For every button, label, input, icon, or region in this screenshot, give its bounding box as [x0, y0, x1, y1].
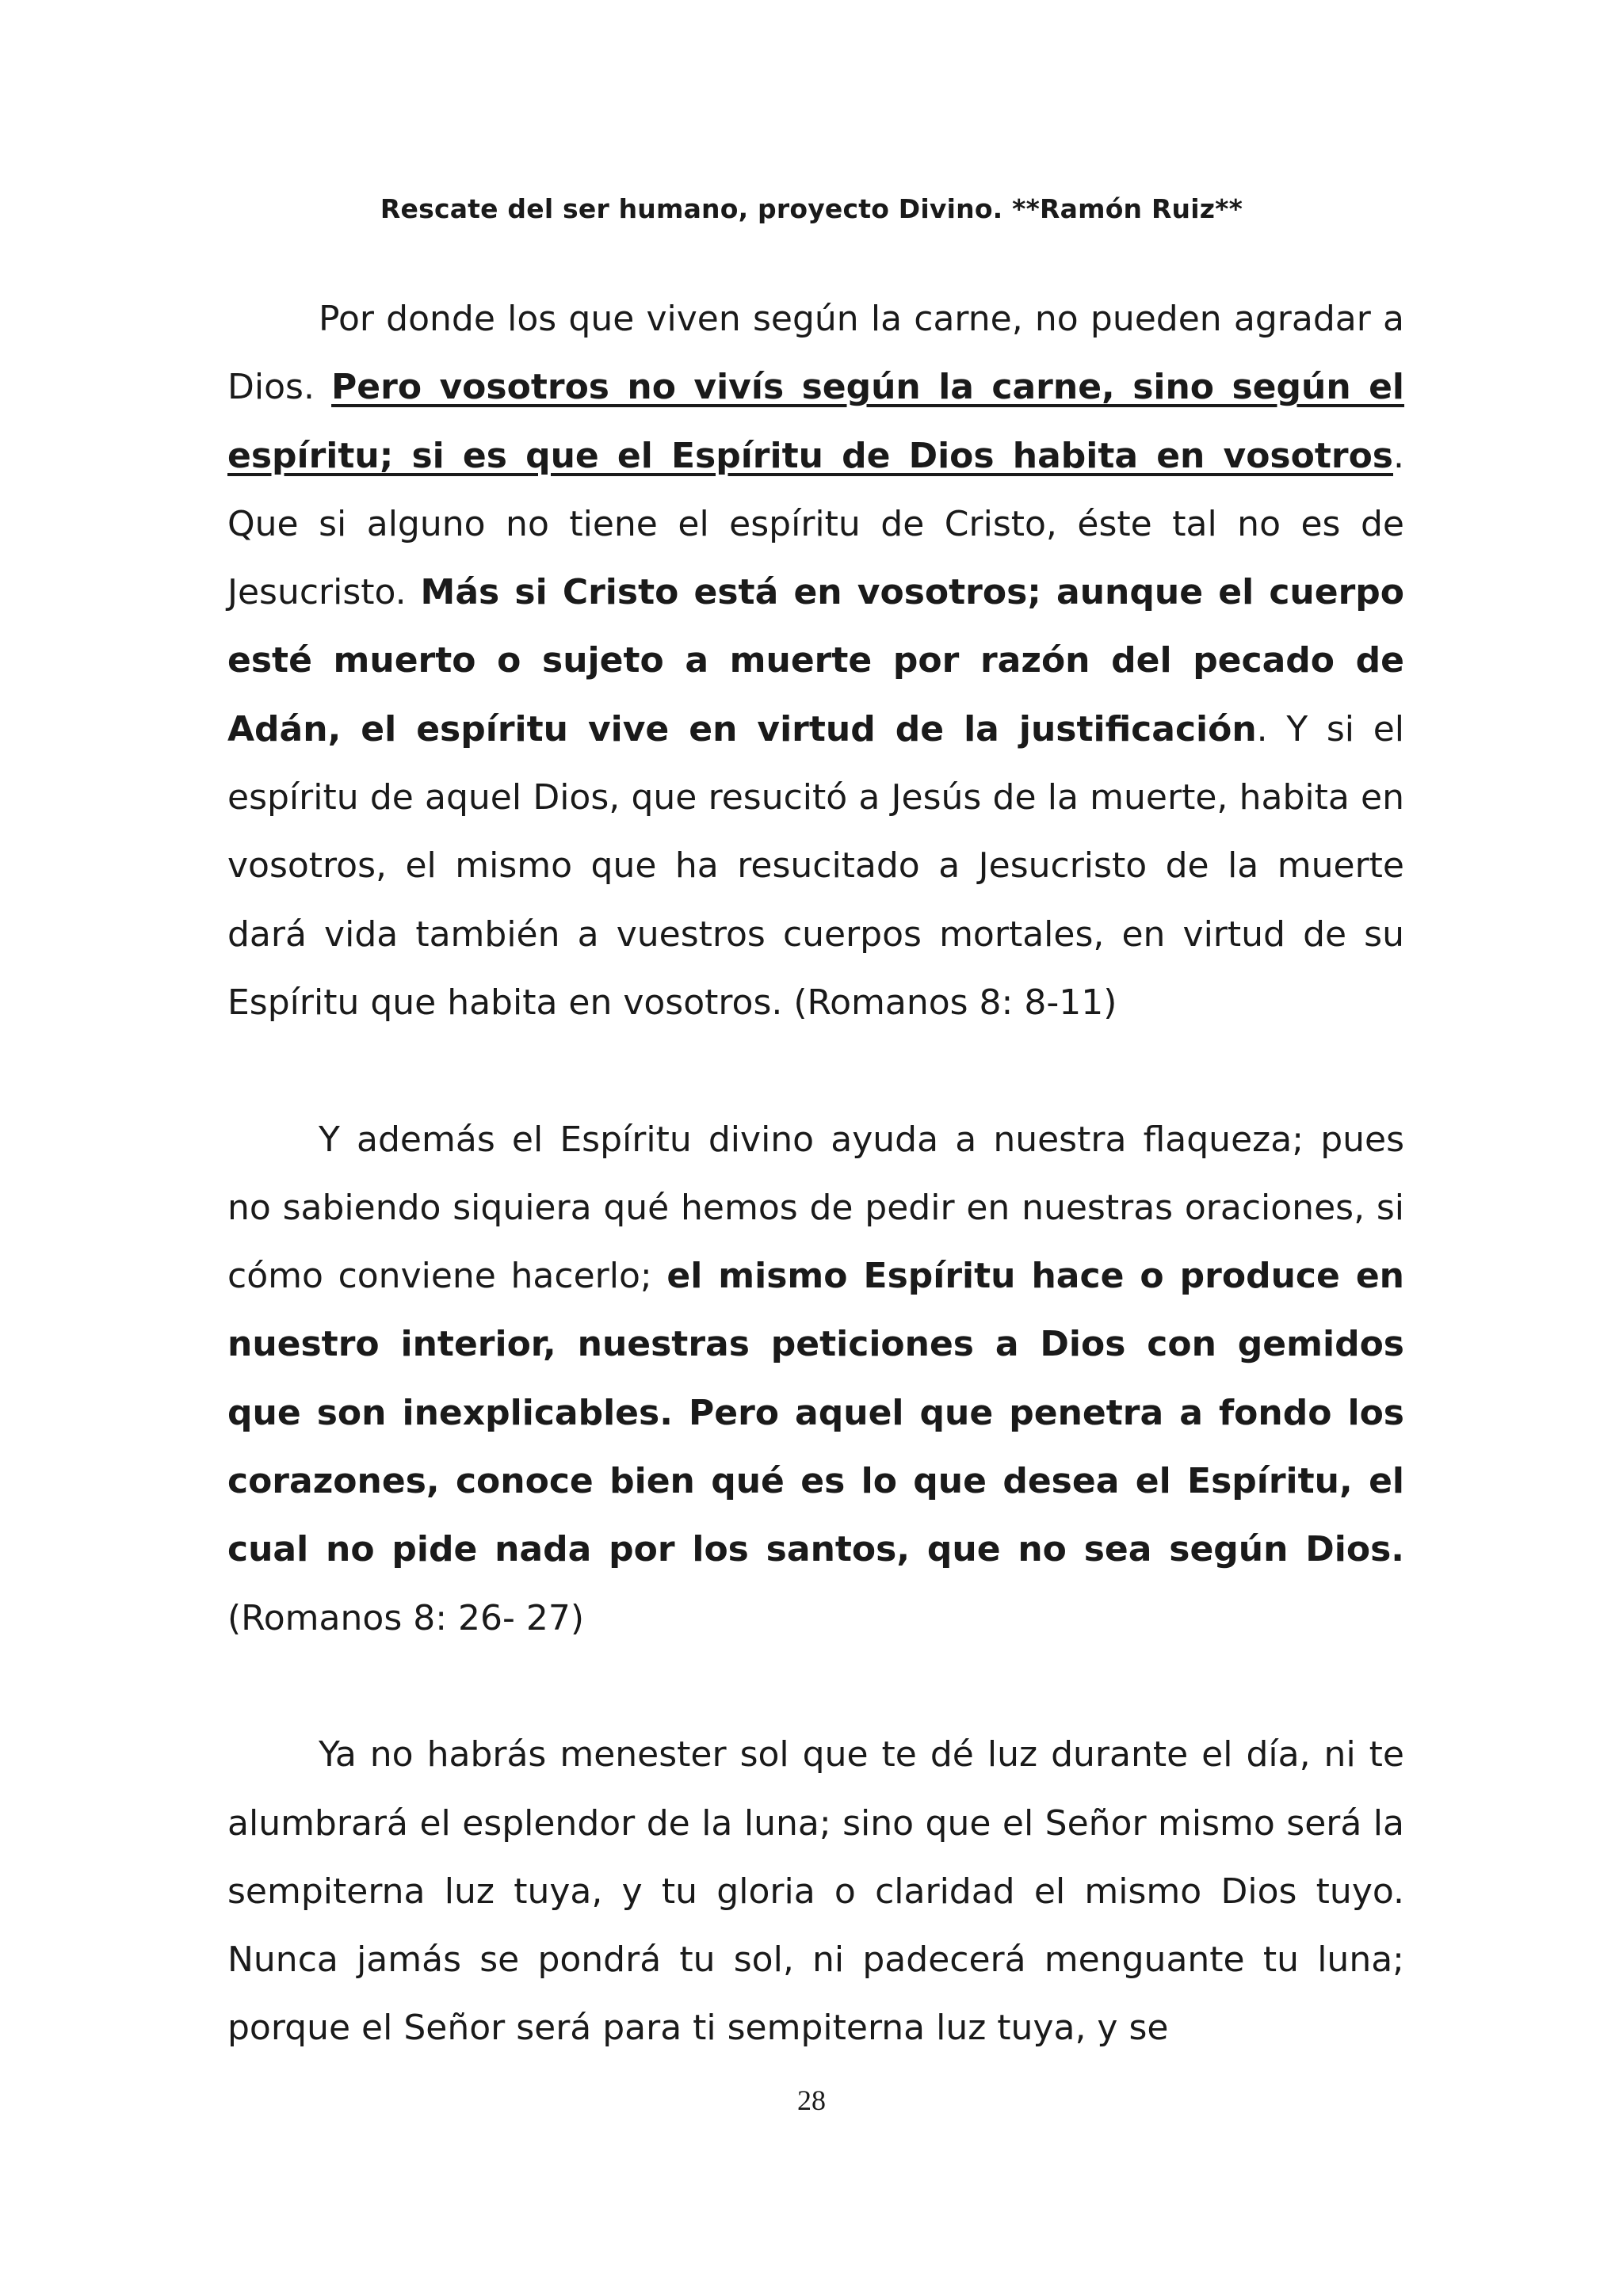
paragraph-1-text: . Y si el espíritu de aquel Dios, que resucitó a Jesús de la muerte, habita en vosotros, el mismo que ha resucitado a Jesucristo de la muerte dará vida también a vuestros cuerpos mortales, en virtud de su Espíritu que habita en vosotros. (Romanos 8: 8-11) — [227, 708, 1404, 1023]
paragraph-2-text: Y además el Espíritu divino ayuda a nuestra flaqueza; pues no sabiendo siquiera qué hemos de pedir en nuestras oraciones, si cómo conviene hacerlo; — [227, 1119, 1404, 1297]
paragraph-1-text: . Que si alguno no tiene el espíritu de Cristo, éste tal no es de Jesucristo. — [227, 435, 1404, 613]
paragraph-3-text: Ya no habrás menester sol que te dé luz durante el día, ni te alumbrará el esplendor de la luna; sino que el Señor mismo será la sempiterna luz tuya, y tu gloria o claridad el mismo Dios tuyo. Nunca jamás se pondrá tu sol, ni padecerá menguante tu luna; porque el Señor será para ti sempiterna luz tuya, y se — [227, 1734, 1404, 2049]
paragraph-romanos-8-26-27 — [227, 1106, 1404, 1653]
paragraph-2-bold-emphasis: el mismo Espíritu hace o produce en nuestro interior, nuestras peticiones a Dios con gemidos que son inexplicables. Pero aquel que penetra a fondo los corazones, conoce bien qué es lo que desea el Espíritu, el cual no pide nada por los santos, que no sea según Dios. — [227, 1256, 1404, 1570]
paragraph-1-bold-emphasis: Más si Cristo está en vosotros; aunque el cuerpo esté muerto o sujeto a muerte por razón del pecado de Adán, el espíritu vive en virtud de la justificación — [227, 572, 1404, 749]
running-header: Rescate del ser humano, proyecto Divino. **Ramón Ruiz** — [380, 193, 1243, 224]
page-body — [227, 285, 1404, 2063]
page-number: 28 — [797, 2084, 826, 2116]
paragraph-1-underlined-emphasis: Pero vosotros no vivís según la carne, sino según el espíritu; si es que el Espíritu de Dios habita en vosotros — [227, 367, 1405, 476]
paragraph-1-text: Por donde los que viven según la carne, no pueden agradar a Dios. — [227, 299, 1404, 408]
paragraph-2-citation: (Romanos 8: 26- 27) — [227, 1597, 585, 1638]
paragraph-romanos-8-8-11 — [227, 285, 1404, 1037]
paragraph-isaias-quote — [227, 1721, 1404, 2062]
